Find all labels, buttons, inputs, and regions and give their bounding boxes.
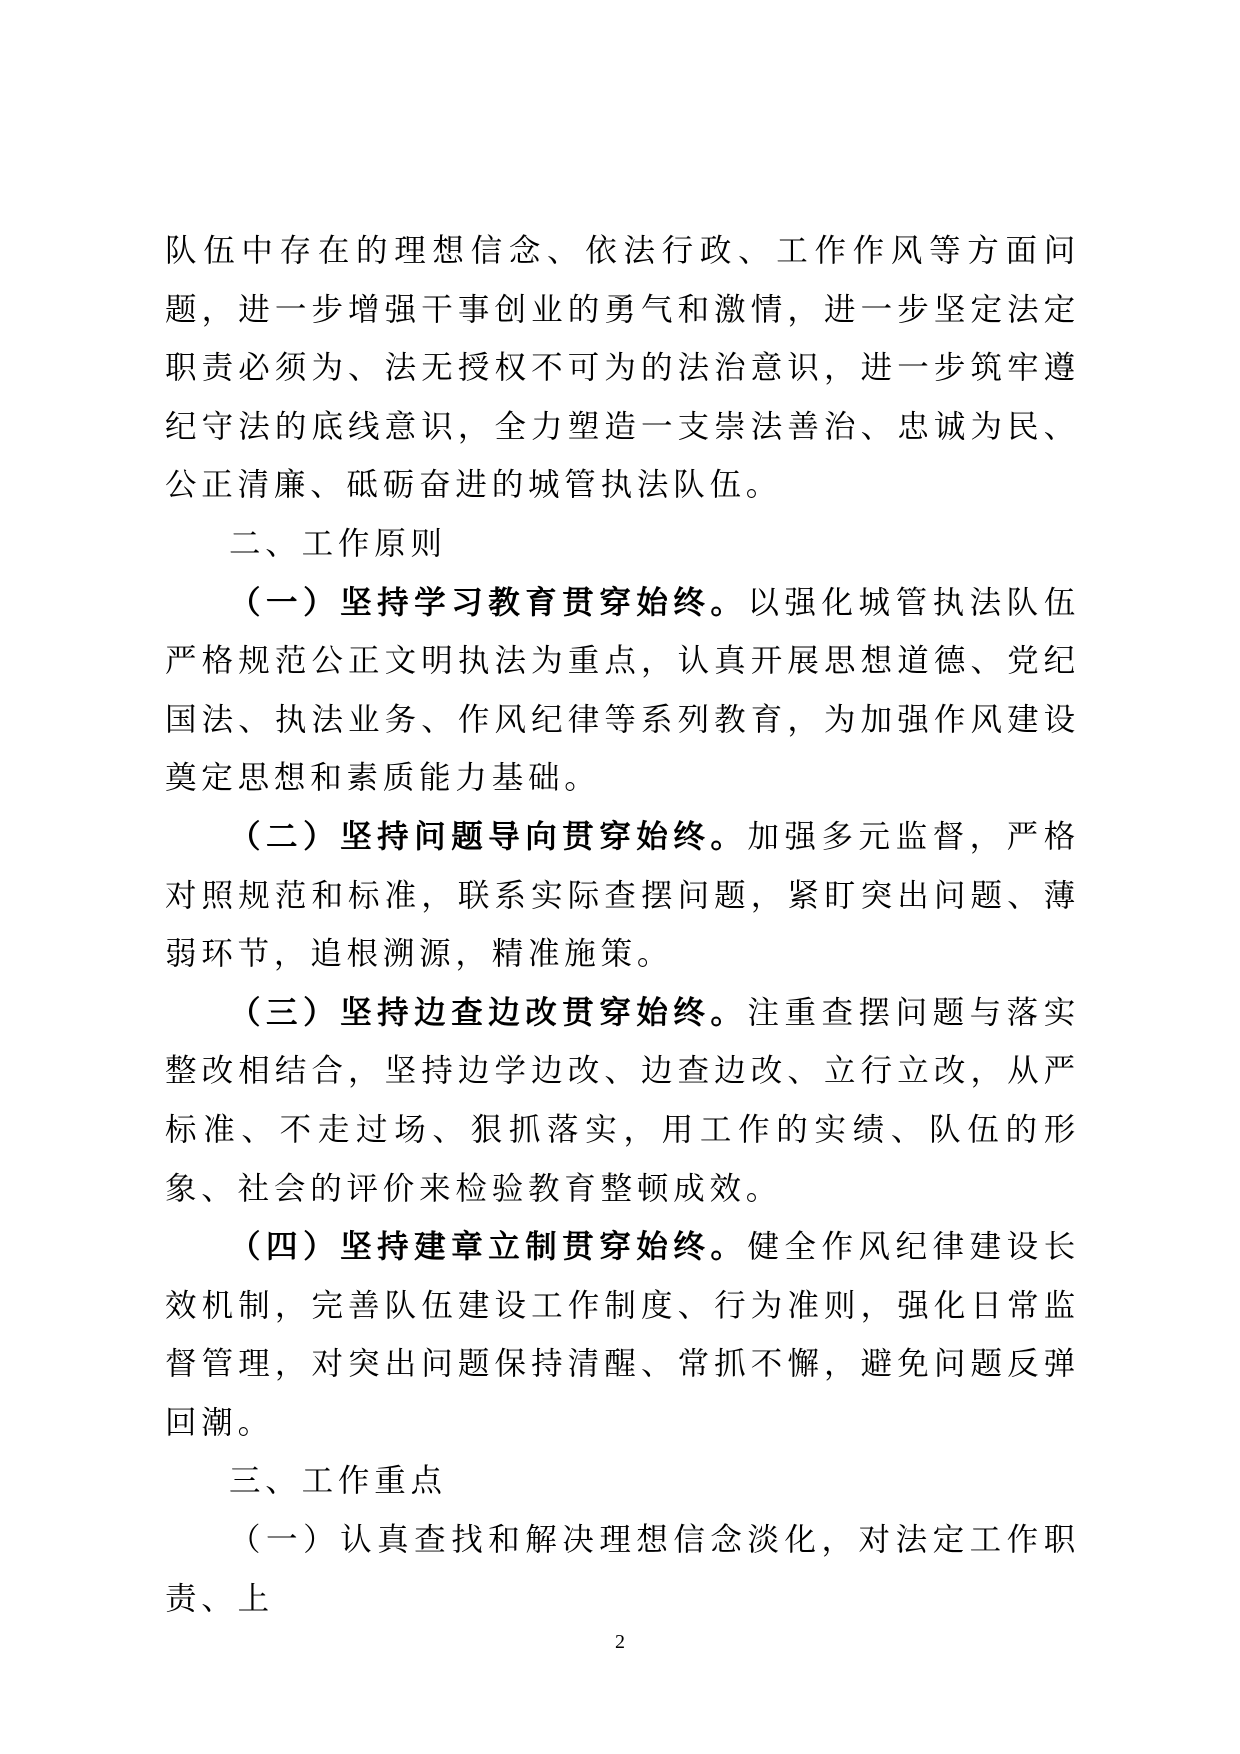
principle-paragraph-4 bbox=[165, 1218, 1080, 1452]
principle-title-2: （二）坚持问题导向贯穿始终。 bbox=[229, 817, 748, 855]
principle-paragraph-1 bbox=[165, 574, 1080, 808]
principle-body-1: 以强化城管执法队伍严格规范公正文明执法为重点，认真开展思想道德、党纪国法、执法业务、作风纪律等系列教育，为加强作风建设奠定思想和素质能力基础。 bbox=[165, 584, 1081, 797]
priority-paragraph-1: （一）认真查找和解决理想信念淡化，对法定工作职责、上 bbox=[165, 1522, 1080, 1617]
continuation-paragraph: 队伍中存在的理想信念、依法行政、工作作风等方面问题，进一步增强干事创业的勇气和激情，进一步坚定法定职责必须为、法无授权不可为的法治意识，进一步筑牢遵纪守法的底线意识，全力塑造一支崇法善治、忠诚为民、公正清廉、砥砺奋进的城管执法队伍。 bbox=[165, 233, 1080, 504]
page-number: 2 bbox=[615, 1631, 625, 1653]
section-heading-principles: 二、工作原则 bbox=[229, 525, 447, 562]
principle-body-2: 加强多元监督，严格对照规范和标准，联系实际查摆问题，紧盯突出问题、薄弱环节，追根溯源，精准施策。 bbox=[165, 818, 1081, 973]
principle-body-3: 注重查摆问题与落实整改相结合，坚持边学边改、边查边改、立行立改，从严标准、不走过场、狠抓落实，用工作的实绩、队伍的形象、社会的评价来检验教育整顿成效。 bbox=[165, 994, 1081, 1207]
principle-body-4: 健全作风纪律建设长效机制，完善队伍建设工作制度、行为准则，强化日常监督管理，对突出问题保持清醒、常抓不懈，避免问题反弹回潮。 bbox=[165, 1229, 1081, 1441]
principle-title-1: （一）坚持学习教育贯穿始终。 bbox=[229, 583, 748, 621]
document-body bbox=[165, 222, 1080, 1628]
principle-title-4: （四）坚持建章立制贯穿始终。 bbox=[229, 1228, 748, 1266]
principle-paragraph-2 bbox=[165, 808, 1080, 984]
principle-paragraph-3 bbox=[165, 984, 1080, 1218]
principle-title-3: （三）坚持边查边改贯穿始终。 bbox=[229, 993, 748, 1031]
section-heading-priorities: 三、工作重点 bbox=[229, 1463, 447, 1500]
